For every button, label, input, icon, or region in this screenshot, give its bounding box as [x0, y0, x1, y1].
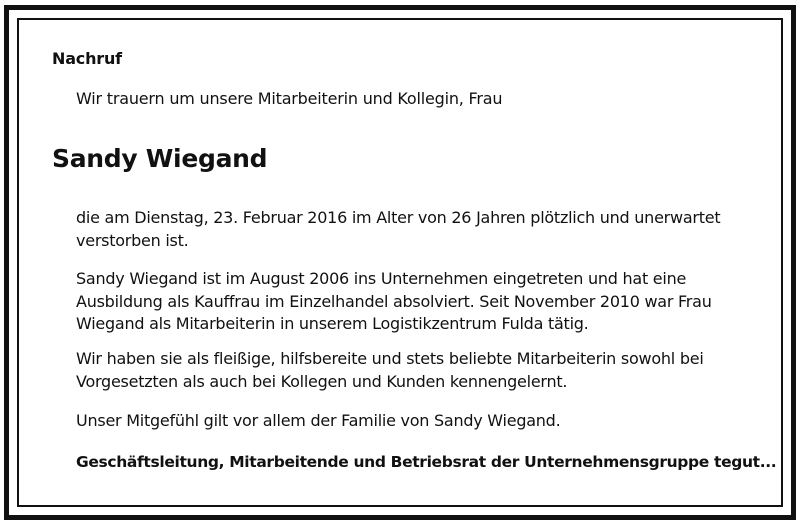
signature-line: Geschäftsleitung, Mitarbeitende und Betriebsrat der Unternehmensgruppe tegut...	[76, 453, 777, 471]
paragraph-appreciation: Wir haben sie als fleißige, hilfsbereite und stets beliebte Mitarbeiterin sowohl bei Vorgesetzten als auch bei Kollegen und Kunden kennengelernt.	[76, 349, 704, 391]
paragraph-death-date: die am Dienstag, 23. Februar 2016 im Alter von 26 Jahren plötzlich und unerwartet verstorben ist.	[76, 208, 721, 250]
paragraph-condolence: Unser Mitgefühl gilt vor allem der Familie von Sandy Wiegand.	[76, 411, 561, 430]
outer-border	[4, 5, 796, 520]
intro-line: Wir trauern um unsere Mitarbeiterin und Kollegin, Frau	[76, 89, 503, 108]
deceased-name: Sandy Wiegand	[52, 144, 268, 173]
notice-label: Nachruf	[52, 49, 122, 68]
paragraph-career: Sandy Wiegand ist im August 2006 ins Unternehmen eingetreten und hat eine Ausbildung als Kauffrau im Einzelhandel absolviert. Seit November 2010 war Frau Wiegand als Mitarbeiterin in unserem Logistikzentrum Fulda tätig.	[76, 269, 712, 333]
